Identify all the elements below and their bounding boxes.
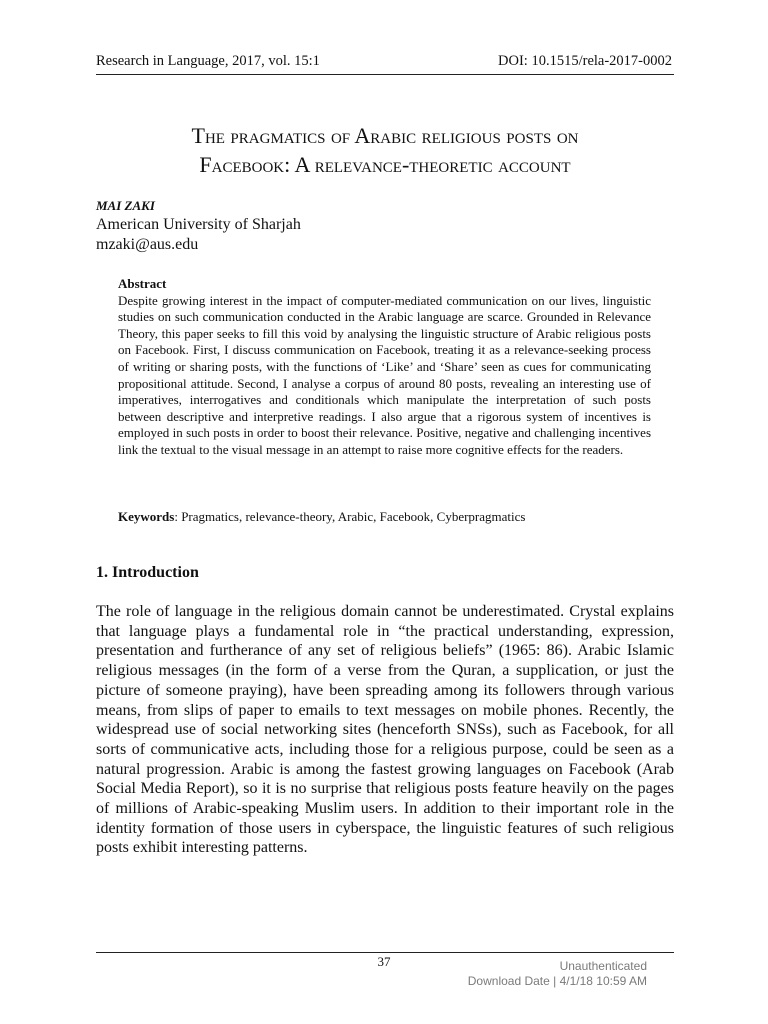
keywords-text: : Pragmatics, relevance-theory, Arabic, Facebook, Cyberpragmatics (174, 509, 526, 524)
keywords-label: Keywords (118, 509, 175, 524)
author-affiliation: American University of Sharjah (96, 216, 301, 233)
page-number: 37 (377, 954, 391, 969)
running-header (96, 52, 672, 70)
footer-rule (96, 952, 674, 953)
section-heading-introduction: 1. Introduction (96, 564, 199, 581)
abstract-heading: Abstract (118, 276, 167, 291)
download-watermark (468, 959, 647, 989)
abstract (118, 276, 651, 459)
author-name: MAI ZAKI (96, 198, 155, 213)
journal-citation: Research in Language, 2017, vol. 15:1 (96, 53, 320, 69)
watermark-status: Unauthenticated (559, 959, 647, 973)
author-email[interactable]: mzaki@aus.edu (96, 236, 199, 253)
title-line-1: The pragmatics of Arabic religious posts on (191, 123, 579, 148)
author-block (96, 197, 674, 255)
header-rule (96, 74, 674, 75)
doi-link[interactable]: DOI: 10.1515/rela-2017-0002 (498, 53, 672, 69)
abstract-text: Despite growing interest in the impact of computer-mediated communication on our lives, linguistic studies on such communication conducted in the Arabic language are scarce. Grounded in Relevance Theory, this paper seeks to fill this void by analysing the linguistic structure of Arabic religious posts on Facebook. First, I discuss communication on Facebook, treating it as a relevance-seeking process of writing or sharing posts, with the functions of ‘Like’ and ‘Share’ seen as cues for communicating propositional attitude. Second, I analyse a corpus of around 80 posts, revealing an interesting use of imperatives, interrogatives and conditionals which manipulate the interpretation of such posts between descriptive and interpretive readings. I also argue that a rigorous system of incentives is employed in such posts in order to boost their relevance. Positive, negative and challenging incentives link the textual to the visual message in an attempt to raise more cognitive effects for the readers. (118, 292, 651, 457)
paper-title (96, 121, 674, 179)
title-line-2: Facebook: A relevance-theoretic account (199, 152, 571, 177)
watermark-date: Download Date | 4/1/18 10:59 AM (467, 974, 647, 988)
introduction-paragraph: The role of language in the religious domain cannot be underestimated. Crystal explains that language plays a fundamental role in “the practical understanding, expression, presentation and furtherance of any set of religious beliefs” (1965: 86). Arabic Islamic religious messages (in the form of a verse from the Quran, a supplication, or just the picture of someone praying), have been spreading among its followers through various means, from slips of paper to emails to text messages on mobile phones. Recently, the widespread use of social networking sites (henceforth SNSs), such as Facebook, for all sorts of communicative acts, including those for a religious purpose, could be seen as a natural progression. Arabic is among the fastest growing languages on Facebook (Arab Social Media Report), so it is no surprise that religious posts feature heavily on the pages of millions of Arabic-speaking Muslim users. In addition to their important role in the identity formation of those users in cyberspace, the linguistic features of such religious posts exhibit interesting patterns. (96, 603, 674, 857)
keywords (118, 509, 651, 525)
